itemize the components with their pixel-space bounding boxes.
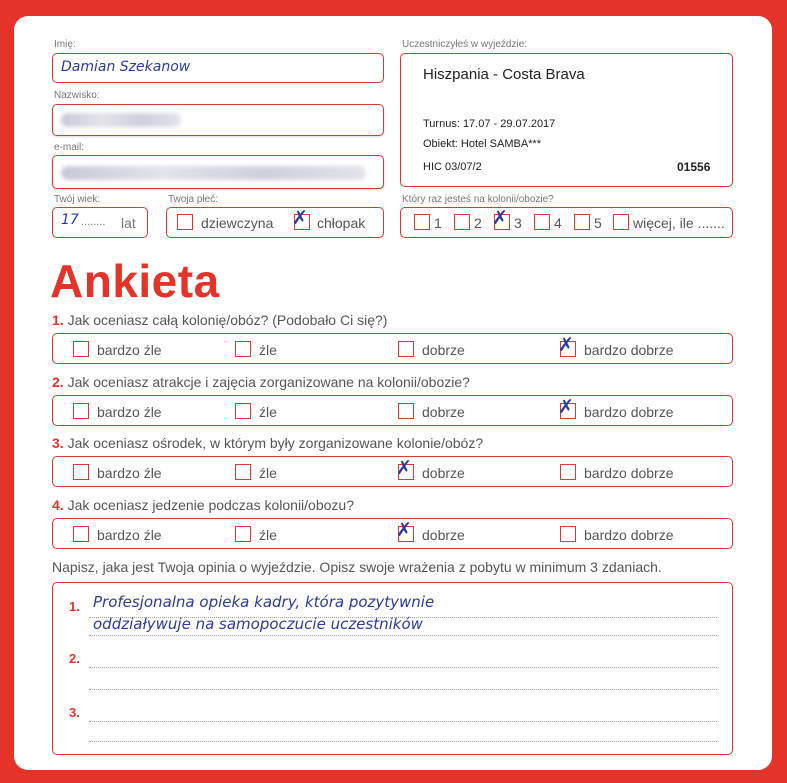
check-mark-icon: ✗	[558, 396, 574, 418]
age-value: 17	[61, 212, 79, 228]
trip-obiekt: Obiekt: Hotel SAMBA***	[423, 138, 541, 150]
q4-option-zle: źle	[259, 527, 277, 543]
q3-checkbox-bardzo-zle[interactable]	[73, 464, 89, 480]
name-label: Imię:	[54, 39, 76, 50]
opinion-line-2a	[89, 667, 717, 668]
question-1: 1. Jak oceniasz całą kolonię/obóz? (Podobało Ci się?)	[52, 312, 388, 328]
q4-option-bardzo-dobrze: bardzo dobrze	[584, 527, 674, 543]
times-checkbox-5[interactable]	[574, 214, 590, 230]
answer-row-1	[52, 333, 733, 364]
q2-checkbox-bardzo-zle[interactable]	[73, 403, 89, 419]
gender-field	[166, 207, 384, 238]
times-checkbox-4[interactable]	[534, 214, 550, 230]
check-mark-icon: ✗	[396, 457, 412, 479]
opinion-handwriting-2: oddziaływuje na samopoczucie uczestników	[93, 615, 423, 633]
check-mark-icon: ✗	[396, 519, 412, 541]
opinion-prompt: Napisz, jaka jest Twoja opinia o wyjeździe. Opisz swoje wrażenia z pobytu w minimum 3 zdaniach.	[52, 559, 662, 575]
q4-checkbox-bardzo-dobrze[interactable]	[560, 526, 576, 542]
trip-destination: Hiszpania - Costa Brava	[423, 66, 585, 83]
q3-option-zle: źle	[259, 465, 277, 481]
surname-redacted	[61, 113, 181, 127]
q4-checkbox-bardzo-zle[interactable]	[73, 526, 89, 542]
gender-option-chlopak: chłopak	[317, 215, 366, 231]
times-option-5: 5	[594, 215, 602, 231]
q3-option-bardzo-dobrze: bardzo dobrze	[584, 465, 674, 481]
q1-checkbox-dobrze[interactable]	[398, 341, 414, 357]
trip-turnus: Turnus: 17.07 - 29.07.2017	[423, 118, 556, 130]
check-mark-icon: ✗	[558, 334, 574, 356]
question-4: 4. Jak oceniasz jedzenie podczas kolonii/obozu?	[52, 497, 354, 513]
q3-checkbox-dobrze[interactable]	[396, 457, 414, 480]
opinion-field[interactable]	[52, 582, 733, 755]
age-label: Twój wiek:	[54, 194, 101, 205]
survey-title: Ankieta	[50, 255, 220, 307]
q1-checkbox-bardzo-dobrze[interactable]	[558, 334, 576, 357]
q2-option-dobrze: dobrze	[422, 404, 465, 420]
q1-option-zle: źle	[259, 342, 277, 358]
times-option-2: 2	[474, 215, 482, 231]
trip-label: Uczestniczyłeś w wyjeździe:	[402, 39, 528, 50]
times-checkbox-more[interactable]	[613, 214, 629, 230]
q4-option-bardzo-zle: bardzo źle	[97, 527, 162, 543]
times-option-3: 3	[514, 215, 522, 231]
q1-checkbox-bardzo-zle[interactable]	[73, 341, 89, 357]
gender-checkbox-dziewczyna[interactable]	[177, 214, 193, 230]
q2-option-zle: źle	[259, 404, 277, 420]
check-mark-icon: ✗	[292, 207, 308, 229]
age-unit: lat	[121, 215, 136, 231]
q2-checkbox-dobrze[interactable]	[398, 403, 414, 419]
q3-option-bardzo-zle: bardzo źle	[97, 465, 162, 481]
opinion-line-2b	[89, 689, 717, 690]
opinion-line-3a	[89, 721, 717, 722]
times-checkbox-2[interactable]	[454, 214, 470, 230]
times-field	[400, 207, 733, 238]
q3-option-dobrze: dobrze	[422, 465, 465, 481]
q4-option-dobrze: dobrze	[422, 527, 465, 543]
q1-option-bardzo-dobrze: bardzo dobrze	[584, 342, 674, 358]
answer-row-2	[52, 395, 733, 426]
q2-checkbox-zle[interactable]	[235, 403, 251, 419]
trip-code: HIC 03/07/2	[423, 161, 482, 173]
gender-checkbox-chlopak[interactable]	[292, 207, 310, 230]
email-field[interactable]	[52, 155, 384, 189]
q3-checkbox-zle[interactable]	[235, 464, 251, 480]
name-field[interactable]	[52, 53, 384, 83]
surname-label: Nazwisko:	[54, 90, 100, 101]
opinion-line-number-1: 1.	[69, 599, 80, 614]
times-option-4: 4	[554, 215, 562, 231]
q4-checkbox-dobrze[interactable]	[396, 519, 414, 542]
opinion-line-number-2: 2.	[69, 651, 80, 666]
opinion-line-3b	[89, 741, 717, 742]
answer-row-3	[52, 456, 733, 487]
q4-checkbox-zle[interactable]	[235, 526, 251, 542]
q2-option-bardzo-zle: bardzo źle	[97, 404, 162, 420]
surname-field[interactable]	[52, 104, 384, 136]
times-option-more: więcej, ile .......	[633, 215, 725, 231]
times-label: Który raz jesteś na kolonii/obozie?	[402, 194, 554, 205]
trip-box	[400, 53, 733, 187]
check-mark-icon: ✗	[492, 207, 508, 229]
q1-option-dobrze: dobrze	[422, 342, 465, 358]
times-checkbox-1[interactable]	[414, 214, 430, 230]
name-value: Damian Szekanow	[61, 59, 191, 75]
opinion-line-number-3: 3.	[69, 705, 80, 720]
q2-option-bardzo-dobrze: bardzo dobrze	[584, 404, 674, 420]
times-option-1: 1	[434, 215, 442, 231]
question-2: 2. Jak oceniasz atrakcje i zajęcia zorganizowane na kolonii/obozie?	[52, 374, 470, 390]
question-3: 3. Jak oceniasz ośrodek, w którym były zorganizowane kolonie/obóz?	[52, 435, 484, 451]
trip-number: 01556	[677, 160, 711, 174]
gender-option-dziewczyna: dziewczyna	[201, 215, 274, 231]
q1-option-bardzo-zle: bardzo źle	[97, 342, 162, 358]
answer-row-4	[52, 518, 733, 549]
q1-checkbox-zle[interactable]	[235, 341, 251, 357]
email-redacted	[61, 166, 366, 180]
q3-checkbox-bardzo-dobrze[interactable]	[560, 464, 576, 480]
q2-checkbox-bardzo-dobrze[interactable]	[558, 396, 576, 419]
times-checkbox-3[interactable]	[492, 207, 510, 230]
email-label: e-mail:	[54, 142, 85, 153]
opinion-handwriting-1: Profesjonalna opieka kadry, która pozytywnie	[93, 593, 435, 611]
gender-label: Twoja płeć:	[168, 194, 219, 205]
opinion-line-1b	[89, 635, 717, 636]
age-dots: ........	[81, 216, 106, 228]
age-field[interactable]	[52, 207, 148, 238]
